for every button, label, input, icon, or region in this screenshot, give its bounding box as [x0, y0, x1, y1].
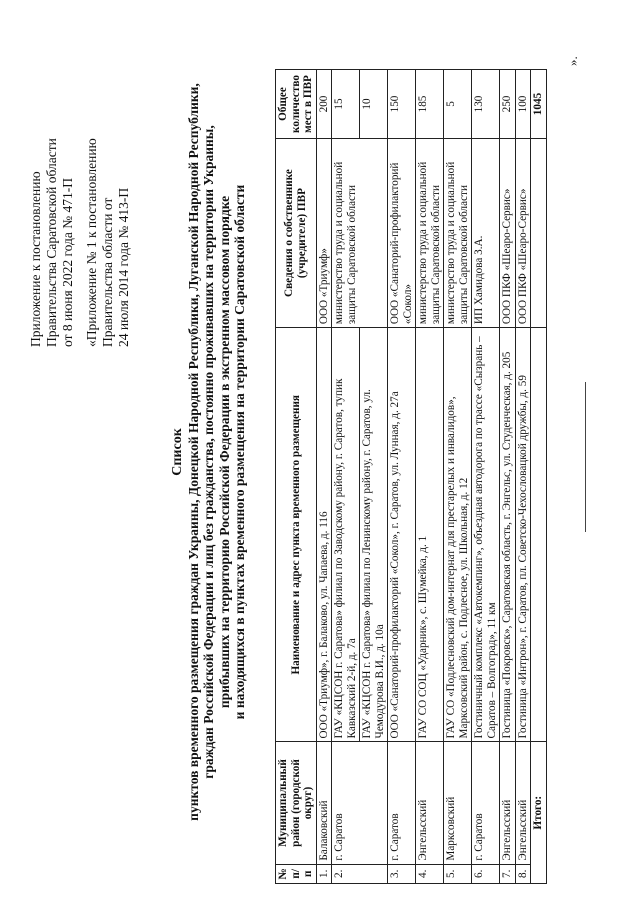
total-label: Итого: [531, 742, 547, 884]
row-name: ООО «Триумф», г. Балаково, ул. Чапаева, д. 116 [316, 328, 332, 742]
row-owner: ИП Хамидова З.А. [472, 139, 500, 328]
row-owner: министерство труда и социальной защиты Саратовской области [444, 139, 472, 328]
appendix-line: от 8 июня 2022 года № 471-П [60, 177, 75, 347]
table-row [316, 70, 332, 884]
table-header-row [276, 70, 317, 884]
header-name: Наименование и адрес пункта временного размещения [276, 328, 317, 742]
row-num: 2. [332, 864, 388, 883]
title-line: пунктов временного размещения граждан Украины, Донецкой Народной Республики, Луганской Народной Республики, [185, 83, 201, 821]
row-district: Балаковский [316, 742, 332, 864]
row-district: Марксовский [444, 742, 472, 864]
row-name: ГАУ СО СОЦ «Ударник», с. Шумейка, д. 1 [416, 328, 444, 742]
row-district: г. Саратов [332, 742, 388, 864]
table-total-row [531, 70, 547, 884]
row-count: 100 [515, 70, 531, 139]
row-name: ГАУ СО «Подлесновский дом-интернат для престарелых и инвалидов», Марксовский район, с. Подлесное, ул. Школьная, д. 12 [444, 328, 472, 742]
appendix-line: 24 июля 2014 года № 413-П [116, 187, 131, 347]
rotated-sheet [20, 12, 620, 892]
row-name: Гостиница «Интрон», г. Саратов, пл. Советско-Чехословацкой дружбы, д. 59 [515, 328, 531, 742]
table-row [500, 70, 516, 884]
row-num: 5. [444, 864, 472, 883]
row-num: 8. [515, 864, 531, 883]
appendix-line: Правительства Саратовской области [44, 138, 59, 347]
row-num: 4. [416, 864, 444, 883]
appendix-line: Правительства области от [100, 197, 115, 347]
row-district: Энгельсский [500, 742, 516, 864]
header-district: Муниципальный район (городской округ) [276, 742, 317, 864]
row-num: 1. [316, 864, 332, 883]
row-owner: ООО «Триумф» [316, 139, 332, 328]
appendix-stamp [28, 27, 132, 347]
row-count: 15 [332, 70, 360, 139]
table-row [332, 70, 360, 884]
header-num: № п/п [276, 864, 317, 883]
row-name: ГАУ «КЦСОН г. Саратова» филиал по Заводскому району, г. Саратов, тупик Кавказский 2-й, д. 7а [332, 328, 360, 742]
row-district: Энгельсский [515, 742, 531, 864]
title-line: граждан Российской Федерации и лиц без гражданства, постоянно проживавших на территории Украины, [201, 125, 216, 779]
table-row [416, 70, 444, 884]
row-district: г. Саратов [388, 742, 416, 864]
shelters-table [275, 69, 547, 884]
total-value: 1045 [531, 70, 547, 139]
row-owner: министерство труда и социальной защиты Саратовской области [332, 139, 388, 328]
row-count: 250 [500, 70, 516, 139]
row-name: Гостиница «Покровск», Саратовская область, г. Энгельс, ул. Студенческая, д. 205 [500, 328, 516, 742]
row-owner: ООО «Санаторий-профилакторий «Сокол» [388, 139, 416, 328]
row-count: 5 [444, 70, 472, 139]
row-owner: министерство труда и социальной защиты Саратовской области [416, 139, 444, 328]
row-owner: ООО ПКФ «Шеаро-Сервис» [500, 139, 516, 328]
row-count: 10 [360, 70, 388, 139]
title-main: Список [170, 428, 185, 476]
closing-quote: ». [565, 56, 580, 66]
total-empty-cell [531, 328, 547, 742]
header-owner: Сведения о собственнике (учредителе) ПВР [276, 139, 317, 328]
row-count: 150 [388, 70, 416, 139]
header-count: Общее количество мест в ПВР [276, 70, 317, 139]
row-count: 200 [316, 70, 332, 139]
document-title [170, 32, 248, 872]
table-row [472, 70, 500, 884]
title-line: прибывших на территорию Российской Федерации в экстренном массовом порядке [216, 195, 232, 709]
row-district: г. Саратов [472, 742, 500, 864]
footer-rule [585, 382, 586, 532]
row-district: Энгельсский [416, 742, 444, 864]
row-name: ГАУ «КЦСОН г. Саратова» филиал по Ленинскому району, г. Саратов, ул. Чемодурова В.И., д. 10а [360, 328, 388, 742]
appendix-line: Приложение к постановлению [28, 171, 43, 347]
table-row [444, 70, 472, 884]
row-num: 3. [388, 864, 416, 883]
row-num: 6. [472, 864, 500, 883]
row-owner: ООО ПКФ «Шеаро-Сервис» [515, 139, 531, 328]
row-count: 185 [416, 70, 444, 139]
row-count: 130 [472, 70, 500, 139]
appendix-line: «Приложение № 1 к постановлению [84, 138, 99, 347]
title-line: и находящихся в пунктах временного размещения на территории Саратовской области [232, 184, 247, 720]
row-name: ООО «Санаторий-профилакторий «Сокол», г. Саратов, ул. Лунная, д. 27а [388, 328, 416, 742]
table-row [515, 70, 531, 884]
table-row [388, 70, 416, 884]
total-empty-cell [531, 139, 547, 328]
row-num: 7. [500, 864, 516, 883]
row-name: Гостиничный комплекс «Автокемпинг», объездная автодорога по трассе «Сызрань – Саратов – Волгоград», 11 км [472, 328, 500, 742]
